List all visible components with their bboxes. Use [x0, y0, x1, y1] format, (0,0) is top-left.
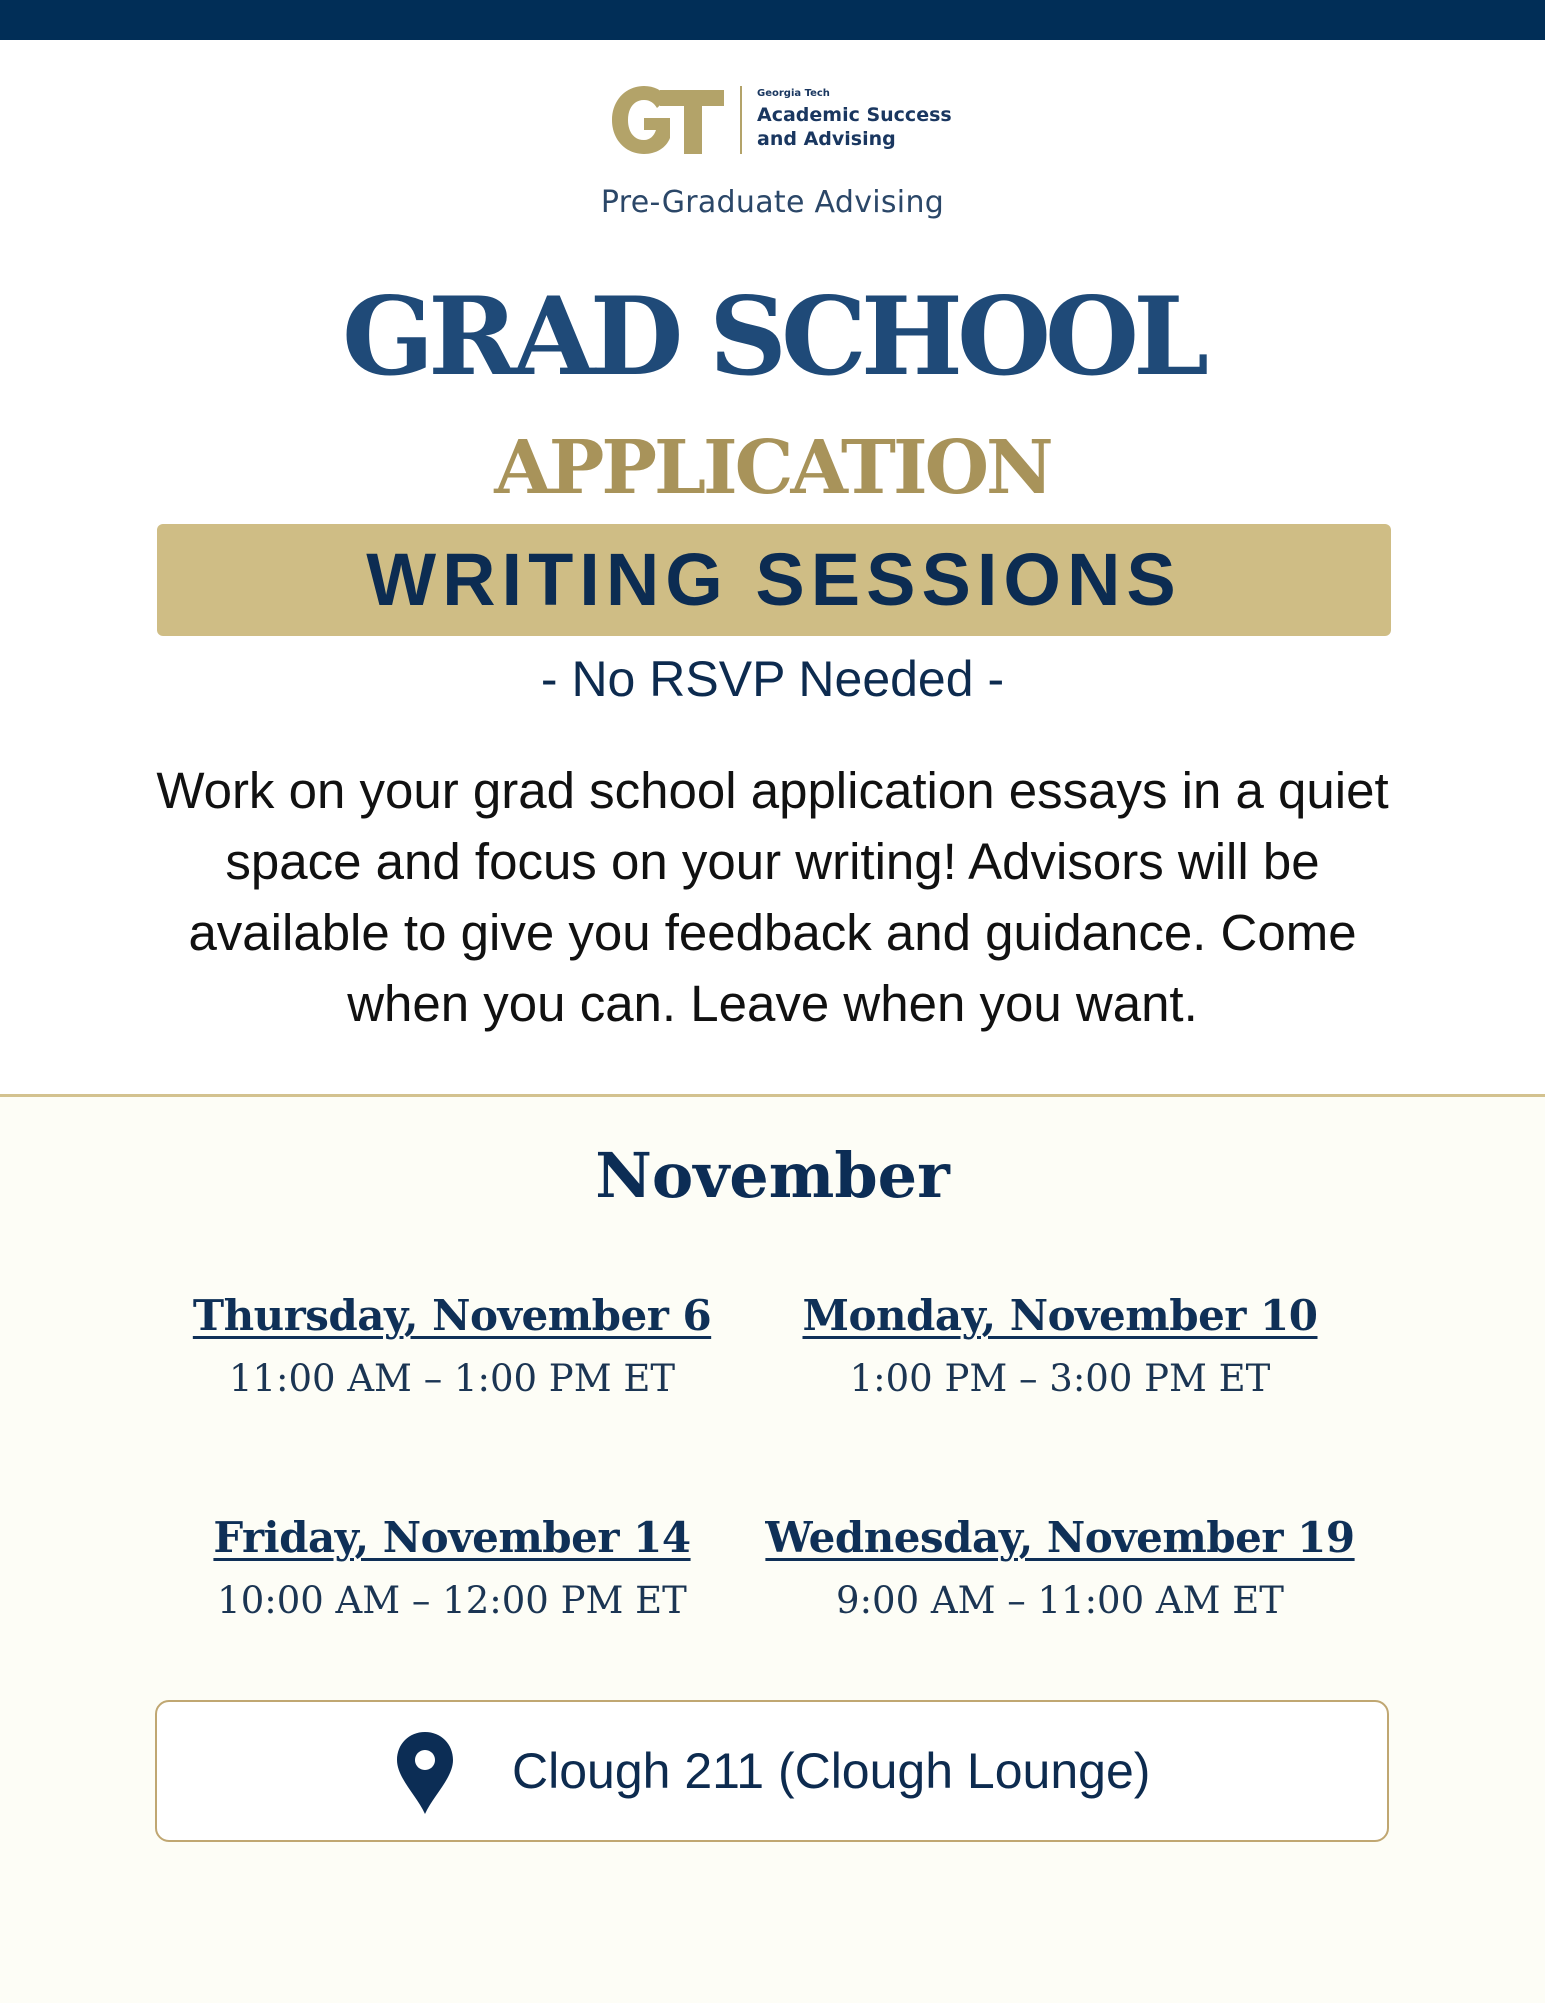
top-bar [0, 0, 1545, 40]
session-item [142, 1510, 762, 1626]
logo-line2: and Advising [757, 128, 896, 150]
month-heading: November [595, 1139, 950, 1212]
logo-line1: Academic Success [757, 104, 952, 126]
session-item [750, 1510, 1370, 1626]
session-time: 10:00 AM – 12:00 PM ET [217, 1579, 687, 1622]
session-date: Monday, November 10 [802, 1291, 1318, 1340]
location-box [155, 1700, 1389, 1842]
title-line1: GRAD SCHOOL [341, 274, 1204, 400]
program-name: Pre-Graduate Advising [600, 185, 945, 220]
session-date: Friday, November 14 [213, 1513, 691, 1562]
gt-logo [610, 84, 950, 156]
session-time: 11:00 AM – 1:00 PM ET [228, 1357, 676, 1400]
rsvp-note: - No RSVP Needed - [540, 651, 1005, 707]
session-time: 9:00 AM – 11:00 AM ET [836, 1579, 1284, 1622]
session-item [750, 1288, 1370, 1404]
map-pin-icon [395, 1730, 455, 1816]
gt-logo-mark [610, 84, 726, 156]
session-date: Thursday, November 6 [192, 1291, 712, 1340]
session-date: Wednesday, November 19 [765, 1513, 1355, 1562]
title-line2: APPLICATION [494, 425, 1051, 511]
session-item [142, 1288, 762, 1404]
title-banner [157, 524, 1391, 636]
event-description: Work on your grad school application essays in a quiet space and focus on your writing! Advisors will be available to give you feedback and guidance. Come when you can. Leave when you want. [156, 762, 1389, 1032]
session-time: 1:00 PM – 3:00 PM ET [849, 1357, 1271, 1400]
banner-text: WRITING SESSIONS [366, 538, 1182, 621]
location-text: Clough 211 (Clough Lounge) [512, 1743, 1151, 1799]
logo-subtitle: Georgia Tech [757, 88, 830, 99]
logo-divider [740, 86, 742, 154]
